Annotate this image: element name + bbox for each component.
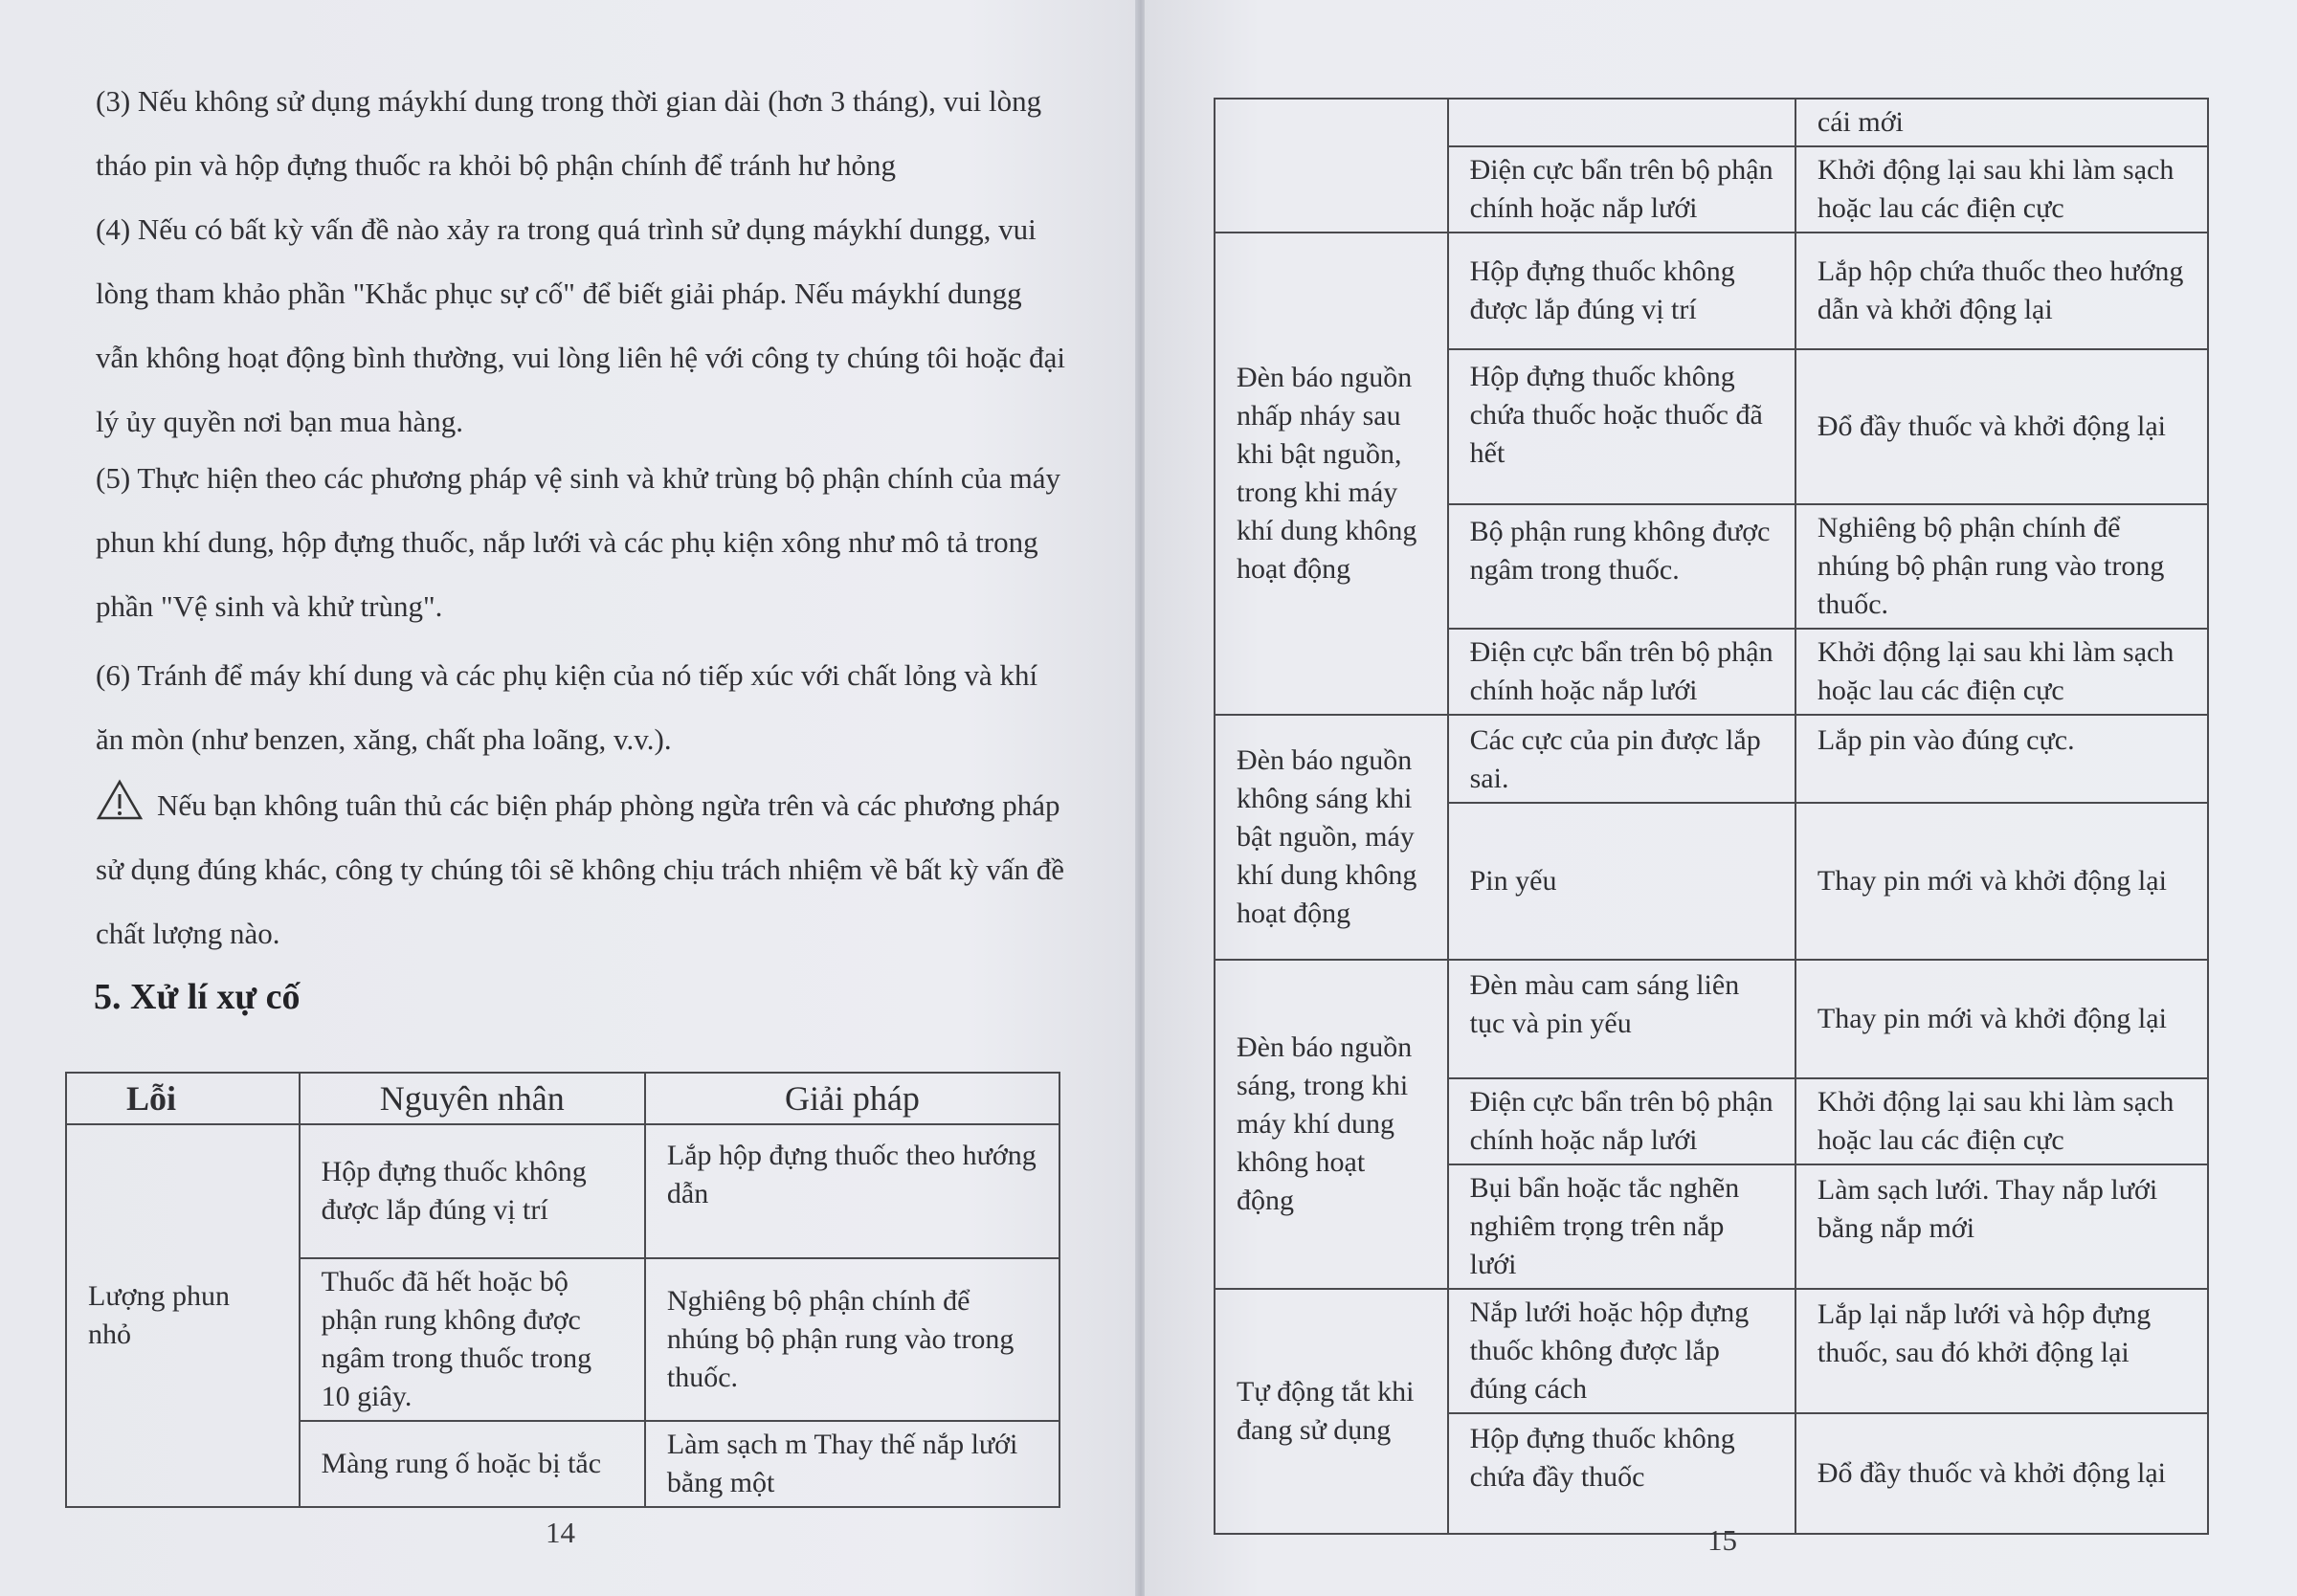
cause-cell <box>1448 99 1795 146</box>
table-row <box>1215 1289 2208 1413</box>
cause-cell: Bụi bẩn hoặc tắc nghẽn nghiêm trọng trên nắp lưới <box>1448 1164 1795 1289</box>
warning-text: Nếu bạn không tuân thủ các biện pháp phòng ngừa trên và các phương pháp sử dụng đúng khác, công ty chúng tôi sẽ không chịu trách nhiệm về bất kỳ vấn đề chất lượng nào. <box>96 788 1065 950</box>
cause-cell: Thuốc đã hết hoặc bộ phận rung không được ngâm trong thuốc trong 10 giây. <box>300 1258 645 1421</box>
fault-cell: Đèn báo nguồn nhấp nháy sau khi bật nguồn, trong khi máy khí dung không hoạt động <box>1215 233 1448 715</box>
section-title: 5. Xử lí xự cố <box>94 977 301 1017</box>
table-row <box>66 1124 1059 1258</box>
solution-cell: Lắp hộp chứa thuốc theo hướng dẫn và khởi động lại <box>1795 233 2208 349</box>
paragraph-5: (5) Thực hiện theo các phương pháp vệ sinh và khử trùng bộ phận chính của máy phun khí dung, hộp đựng thuốc, nắp lưới và các phụ kiện xông như mô tả trong phần "Vệ sinh và khử trùng". <box>96 461 1061 623</box>
cause-cell: Hộp đựng thuốc không được lắp đúng vị trí <box>1448 233 1795 349</box>
solution-cell: Làm sạch m Thay thế nắp lưới bằng một <box>645 1421 1059 1507</box>
solution-cell: Lắp lại nắp lưới và hộp đựng thuốc, sau đó khởi động lại <box>1795 1289 2208 1413</box>
fault-cell: Lượng phun nhỏ <box>66 1124 300 1507</box>
fault-cell: Đèn báo nguồn không sáng khi bật nguồn, máy khí dung không hoạt động <box>1215 715 1448 960</box>
solution-cell: Lắp pin vào đúng cực. <box>1795 715 2208 803</box>
page-number-left: 14 <box>546 1516 575 1549</box>
paragraph-6: (6) Tránh để máy khí dung và các phụ kiện của nó tiếp xúc với chất lỏng và khí ăn mòn (như benzen, xăng, chất pha loãng, v.v.). <box>96 658 1038 756</box>
solution-cell: Đổ đầy thuốc và khởi động lại <box>1795 349 2208 504</box>
fault-cell: Tự động tắt khi đang sử dụng <box>1215 1289 1448 1534</box>
cause-cell: Pin yếu <box>1448 803 1795 960</box>
troubleshooting-table-left <box>65 1072 1060 1508</box>
cause-cell: Hộp đựng thuốc không được lắp đúng vị trí <box>300 1124 645 1258</box>
troubleshooting-table-right <box>1214 98 2209 1535</box>
fault-cell: Đèn báo nguồn sáng, trong khi máy khí dung không hoạt động <box>1215 960 1448 1289</box>
warning-triangle-icon <box>96 779 144 821</box>
paragraph-3: (3) Nếu không sử dụng máykhí dung trong thời gian dài (hơn 3 tháng), vui lòng tháo pin và hộp đựng thuốc ra khỏi bộ phận chính để tránh hư hỏng <box>96 84 1042 182</box>
cause-cell: Các cực của pin được lắp sai. <box>1448 715 1795 803</box>
solution-cell: Làm sạch lưới. Thay nắp lưới bằng nắp mới <box>1795 1164 2208 1289</box>
header-cause: Nguyên nhân <box>300 1073 645 1124</box>
table-header-row <box>66 1073 1059 1124</box>
solution-cell: cái mới <box>1795 99 2208 146</box>
cause-cell: Bộ phận rung không được ngâm trong thuốc. <box>1448 504 1795 629</box>
solution-cell: Đổ đầy thuốc và khởi động lại <box>1795 1413 2208 1534</box>
solution-cell: Thay pin mới và khởi động lại <box>1795 960 2208 1078</box>
paragraph-4: (4) Nếu có bất kỳ vấn đề nào xảy ra trong quá trình sử dụng máykhí dungg, vui lòng tham khảo phần "Khắc phục sự cố" để biết giải pháp. Nếu máykhí dungg vẫn không hoạt động bình thường, vui lòng liên hệ với công ty chúng tôi hoặc đại lý ủy quyền nơi bạn mua hàng. <box>96 212 1066 438</box>
table-row <box>1215 99 2208 146</box>
fault-cell <box>1215 99 1448 233</box>
table-row <box>1215 233 2208 349</box>
cause-cell: Hộp đựng thuốc không chứa thuốc hoặc thuốc đã hết <box>1448 349 1795 504</box>
cause-cell: Điện cực bẩn trên bộ phận chính hoặc nắp lưới <box>1448 146 1795 233</box>
page-number-right: 15 <box>1707 1523 1737 1557</box>
solution-cell: Khởi động lại sau khi làm sạch hoặc lau các điện cực <box>1795 1078 2208 1164</box>
cause-cell: Màng rung ố hoặc bị tắc <box>300 1421 645 1507</box>
solution-cell: Khởi động lại sau khi làm sạch hoặc lau các điện cực <box>1795 146 2208 233</box>
cause-cell: Điện cực bẩn trên bộ phận chính hoặc nắp lưới <box>1448 1078 1795 1164</box>
solution-cell: Thay pin mới và khởi động lại <box>1795 803 2208 960</box>
warning-note <box>96 773 1072 965</box>
cause-cell: Hộp đựng thuốc không chứa đầy thuốc <box>1448 1413 1795 1534</box>
table-row <box>1215 960 2208 1078</box>
cause-cell: Điện cực bẩn trên bộ phận chính hoặc nắp lưới <box>1448 629 1795 715</box>
table-row <box>1215 715 2208 803</box>
left-page <box>0 0 1137 1596</box>
cause-cell: Nắp lưới hoặc hộp đựng thuốc không được lắp đúng cách <box>1448 1289 1795 1413</box>
cause-cell: Đèn màu cam sáng liên tục và pin yếu <box>1448 960 1795 1078</box>
solution-cell: Nghiêng bộ phận chính để nhúng bộ phận rung vào trong thuốc. <box>1795 504 2208 629</box>
solution-cell: Nghiêng bộ phận chính để nhúng bộ phận rung vào trong thuốc. <box>645 1258 1059 1421</box>
solution-cell: Khởi động lại sau khi làm sạch hoặc lau các điện cực <box>1795 629 2208 715</box>
header-fault: Lỗi <box>66 1073 300 1124</box>
solution-cell: Lắp hộp đựng thuốc theo hướng dẫn <box>645 1124 1059 1258</box>
header-solution: Giải pháp <box>645 1073 1059 1124</box>
